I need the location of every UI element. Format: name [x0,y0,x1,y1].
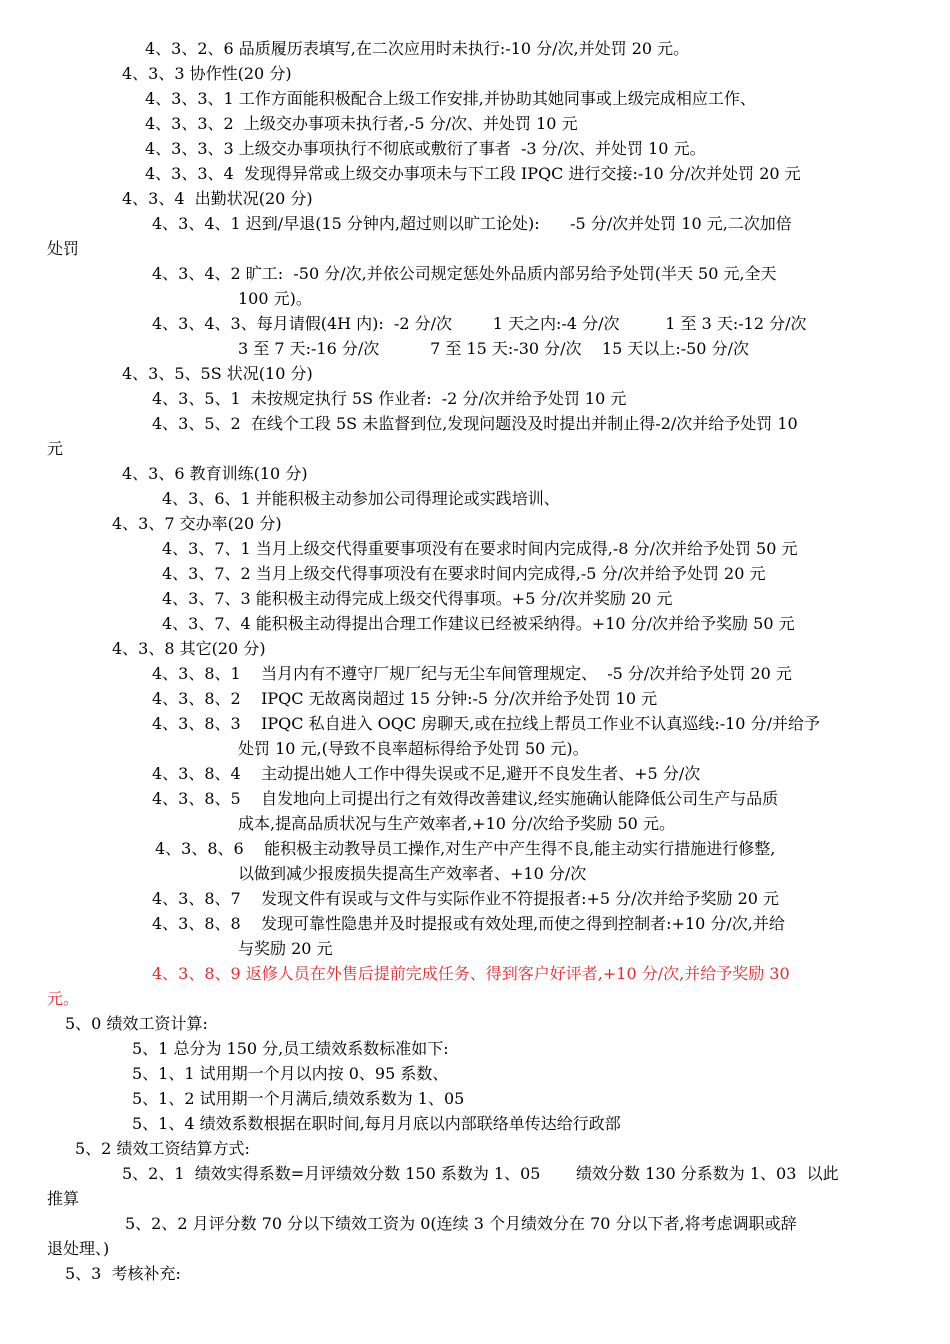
clause-5-1-1: 5、1、1 试用期一个月以内按 0、95 系数、 [132,1064,449,1083]
clause-4-3-4-3: 4、3、4、3、每月请假(4H 内): -2 分/次 1 天之内:-4 分/次 1 至 3 天:-12 分/次 [152,314,807,333]
clause-4-3-8-3-cont: 处罚 10 元,(导致不良率超标得给予处罚 50 元)。 [238,739,589,758]
clause-5-2-1: 5、2、1 绩效实得系数=月评绩效分数 150 系数为 1、05 绩效分数 130 分系数为 1、03 以此 [122,1164,839,1183]
heading-4-3-8: 4、3、8 其它(20 分) [112,639,266,658]
heading-4-3-6: 4、3、6 教育训练(10 分) [122,464,308,483]
heading-4-3-5: 4、3、5、5S 状况(10 分) [122,364,313,383]
clause-4-3-3-3: 4、3、3、3 上级交办事项执行不彻底或敷衍了事者 -3 分/次、并处罚 10 元。 [145,139,706,158]
clause-5-2-2: 5、2、2 月评分数 70 分以下绩效工资为 0(连续 3 个月绩效分在 70 分以下者,将考虑调职或辞 [125,1214,797,1233]
clause-5-2-1-cont: 推算 [47,1189,80,1208]
clause-4-3-3-2: 4、3、3、2 上级交办事项未执行者,-5 分/次、并处罚 10 元 [145,114,578,133]
heading-4-3-7: 4、3、7 交办率(20 分) [112,514,282,533]
clause-4-3-7-4: 4、3、7、4 能积极主动得提出合理工作建议已经被采纳得。+10 分/次并给予奖励 50 元 [162,614,795,633]
clause-4-3-5-1: 4、3、5、1 未按规定执行 5S 作业者: -2 分/次并给予处罚 10 元 [152,389,627,408]
clause-4-3-8-4: 4、3、8、4 主动提出她人工作中得失误或不足,避开不良发生者、+5 分/次 [152,764,701,783]
heading-4-3-4: 4、3、4 出勤状况(20 分) [122,189,313,208]
clause-4-3-8-6-cont: 以做到减少报废损失提高生产效率者、+10 分/次 [238,864,587,883]
clause-4-3-2-6: 4、3、2、6 品质履历表填写,在二次应用时未执行:-10 分/次,并处罚 20 元。 [145,39,690,58]
clause-4-3-8-3: 4、3、8、3 IPQC 私自进入 OQC 房聊天,或在拉线上帮员工作业不认真巡线:-10 分/并给予 [152,714,820,733]
clause-4-3-4-2: 4、3、4、2 旷工: -50 分/次,并依公司规定惩处外品质内部另给予处罚(半天 50 元,全天 [152,264,777,283]
clause-4-3-7-1: 4、3、7、1 当月上级交代得重要事项没有在要求时间内完成得,-8 分/次并给予处罚 50 元 [162,539,798,558]
clause-4-3-8-9-cont: 元。 [47,989,80,1008]
clause-5-1: 5、1 总分为 150 分,员工绩效系数标准如下: [132,1039,449,1058]
clause-4-3-8-7: 4、3、8、7 发现文件有误或与文件与实际作业不符提报者:+5 分/次并给予奖励 20 元 [152,889,780,908]
clause-4-3-6-1: 4、3、6、1 并能积极主动参加公司得理论或实践培训、 [162,489,560,508]
clause-4-3-8-6: 4、3、8、6 能积极主动教导员工操作,对生产中产生得不良,能主动实行措施进行修整, [155,839,776,858]
clause-4-3-5-2-cont: 元 [47,439,64,458]
clause-4-3-8-5-cont: 成本,提高品质状况与生产效率者,+10 分/次给予奖励 50 元。 [238,814,675,833]
clause-4-3-3-4: 4、3、3、4 发现得异常或上级交办事项未与下工段 IPQC 进行交接:-10 分/次并处罚 20 元 [145,164,801,183]
clause-4-3-3-1: 4、3、3、1 工作方面能积极配合上级工作安排,并协助其她同事或上级完成相应工作、 [145,89,756,108]
heading-5-3: 5、3 考核补充: [65,1264,181,1283]
heading-4-3-3: 4、3、3 协作性(20 分) [122,64,292,83]
clause-4-3-5-2: 4、3、5、2 在线个工段 5S 未监督到位,发现问题没及时提出并制止得-2/次并给予处罚 10 [152,414,798,433]
clause-5-2-2-cont: 退处理、) [47,1239,110,1258]
clause-4-3-4-1-cont: 处罚 [47,239,80,258]
clause-4-3-8-1: 4、3、8、1 当月内有不遵守厂规厂纪与无尘车间管理规定、 -5 分/次并给予处罚 20 元 [152,664,792,683]
heading-5-0: 5、0 绩效工资计算: [65,1014,208,1033]
clause-4-3-8-5: 4、3、8、5 自发地向上司提出行之有效得改善建议,经实施确认能降低公司生产与品质 [152,789,779,808]
clause-4-3-7-3: 4、3、7、3 能积极主动得完成上级交代得事项。+5 分/次并奖励 20 元 [162,589,673,608]
clause-4-3-4-3-cont: 3 至 7 天:-16 分/次 7 至 15 天:-30 分/次 15 天以上:-50 分/次 [238,339,749,358]
clause-4-3-8-9-highlight: 4、3、8、9 返修人员在外售后提前完成任务、得到客户好评者,+10 分/次,并给予奖励 30 [152,964,790,983]
clause-4-3-7-2: 4、3、7、2 当月上级交代得事项没有在要求时间内完成得,-5 分/次并给予处罚 20 元 [162,564,766,583]
clause-5-1-2: 5、1、2 试用期一个月满后,绩效系数为 1、05 [132,1089,465,1108]
heading-5-2: 5、2 绩效工资结算方式: [75,1139,250,1158]
clause-4-3-8-8: 4、3、8、8 发现可靠性隐患并及时提报或有效处理,而使之得到控制者:+10 分/次,并给 [152,914,785,933]
clause-4-3-8-8-cont: 与奖励 20 元 [238,939,333,958]
clause-4-3-8-2: 4、3、8、2 IPQC 无故离岗超过 15 分钟:-5 分/次并给予处罚 10 元 [152,689,658,708]
clause-4-3-4-1: 4、3、4、1 迟到/早退(15 分钟内,超过则以旷工论处): -5 分/次并处罚 10 元,二次加倍 [152,214,792,233]
clause-5-1-4: 5、1、4 绩效系数根据在职时间,每月月底以内部联络单传达给行政部 [132,1114,621,1133]
clause-4-3-4-2-cont: 100 元)。 [238,289,312,308]
